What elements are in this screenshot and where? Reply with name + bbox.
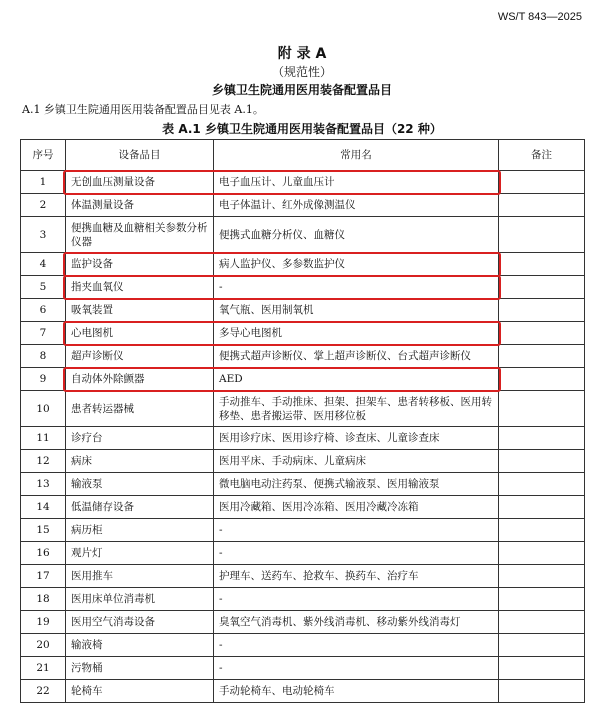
row-number: 5	[21, 276, 66, 299]
table-row	[21, 542, 585, 565]
table-row	[21, 368, 585, 391]
row-common-names: 便携式超声诊断仪、掌上超声诊断仪、台式超声诊断仪	[214, 345, 499, 368]
row-number: 3	[21, 217, 66, 253]
table-row	[21, 519, 585, 542]
row-equipment-item: 医用推车	[66, 565, 214, 588]
row-equipment-item: 诊疗台	[66, 427, 214, 450]
row-number: 15	[21, 519, 66, 542]
row-note	[499, 588, 585, 611]
row-number: 11	[21, 427, 66, 450]
table-row	[21, 427, 585, 450]
row-equipment-item: 无创血压测量设备	[66, 171, 214, 194]
row-equipment-item: 便携血糖及血糖相关参数分析仪器	[66, 217, 214, 253]
row-equipment-item: 污物桶	[66, 657, 214, 680]
row-note	[499, 519, 585, 542]
table-row	[21, 565, 585, 588]
equipment-table	[20, 139, 585, 703]
row-equipment-item: 指夹血氧仪	[66, 276, 214, 299]
annex-title: 附 录 A	[277, 46, 327, 62]
row-number: 9	[21, 368, 66, 391]
table-row	[21, 217, 585, 253]
row-number: 13	[21, 473, 66, 496]
row-equipment-item: 心电图机	[66, 322, 214, 345]
header-item: 设备品目	[66, 140, 214, 171]
row-number: 4	[21, 253, 66, 276]
row-note	[499, 322, 585, 345]
table-header-row	[21, 140, 585, 171]
row-common-names: 医用诊疗床、医用诊疗椅、诊查床、儿童诊查床	[214, 427, 499, 450]
table-row	[21, 322, 585, 345]
annex-paragraph: A.1 乡镇卫生院通用医用装备配置品目见表 A.1。	[22, 103, 264, 116]
table-row	[21, 276, 585, 299]
row-number: 16	[21, 542, 66, 565]
table-row	[21, 299, 585, 322]
row-equipment-item: 输液泵	[66, 473, 214, 496]
row-common-names: -	[214, 276, 499, 299]
table-caption: 表 A.1 乡镇卫生院通用医用装备配置品目（22 种）	[162, 122, 442, 136]
row-number: 6	[21, 299, 66, 322]
annex-subtitle: （规范性）	[271, 65, 332, 79]
table-row	[21, 194, 585, 217]
row-common-names: -	[214, 588, 499, 611]
row-common-names: 臭氧空气消毒机、紫外线消毒机、移动紫外线消毒灯	[214, 611, 499, 634]
table-row	[21, 391, 585, 427]
row-common-names: 病人监护仪、多参数监护仪	[214, 253, 499, 276]
row-equipment-item: 自动体外除颤器	[66, 368, 214, 391]
row-common-names: 医用冷藏箱、医用冷冻箱、医用冷藏冷冻箱	[214, 496, 499, 519]
row-number: 1	[21, 171, 66, 194]
row-equipment-item: 监护设备	[66, 253, 214, 276]
row-note	[499, 368, 585, 391]
row-common-names: 医用平床、手动病床、儿童病床	[214, 450, 499, 473]
table-row	[21, 611, 585, 634]
row-common-names: 氧气瓶、医用制氧机	[214, 299, 499, 322]
row-number: 22	[21, 680, 66, 703]
row-note	[499, 217, 585, 253]
row-common-names: -	[214, 519, 499, 542]
table-row	[21, 680, 585, 703]
row-note	[499, 657, 585, 680]
row-number: 2	[21, 194, 66, 217]
row-note	[499, 450, 585, 473]
row-equipment-item: 输液椅	[66, 634, 214, 657]
row-number: 7	[21, 322, 66, 345]
row-common-names: -	[214, 634, 499, 657]
row-note	[499, 680, 585, 703]
row-note	[499, 427, 585, 450]
row-note	[499, 634, 585, 657]
row-common-names: 手动推车、手动推床、担架、担架车、患者转移板、医用转移垫、患者搬运带、医用移位板	[214, 391, 499, 427]
row-common-names: 多导心电图机	[214, 322, 499, 345]
row-equipment-item: 患者转运器械	[66, 391, 214, 427]
row-number: 12	[21, 450, 66, 473]
table-row	[21, 634, 585, 657]
row-note	[499, 611, 585, 634]
row-common-names: 电子血压计、儿童血压计	[214, 171, 499, 194]
table-row	[21, 345, 585, 368]
row-equipment-item: 低温储存设备	[66, 496, 214, 519]
row-number: 10	[21, 391, 66, 427]
row-note	[499, 194, 585, 217]
table-row	[21, 473, 585, 496]
row-note	[499, 565, 585, 588]
row-common-names: 电子体温计、红外成像测温仪	[214, 194, 499, 217]
row-number: 20	[21, 634, 66, 657]
table-row	[21, 657, 585, 680]
table-row	[21, 171, 585, 194]
header-no: 序号	[21, 140, 66, 171]
row-note	[499, 345, 585, 368]
row-equipment-item: 超声诊断仪	[66, 345, 214, 368]
header-common-names: 常用名	[214, 140, 499, 171]
row-note	[499, 496, 585, 519]
row-common-names: 护理车、送药车、抢救车、换药车、治疗车	[214, 565, 499, 588]
row-common-names: 手动轮椅车、电动轮椅车	[214, 680, 499, 703]
row-note	[499, 171, 585, 194]
row-number: 21	[21, 657, 66, 680]
row-number: 18	[21, 588, 66, 611]
table-row	[21, 253, 585, 276]
row-note	[499, 299, 585, 322]
row-common-names: AED	[214, 368, 499, 391]
row-common-names: 微电脑电动注药泵、便携式输液泵、医用输液泵	[214, 473, 499, 496]
row-equipment-item: 轮椅车	[66, 680, 214, 703]
row-equipment-item: 医用床单位消毒机	[66, 588, 214, 611]
row-number: 8	[21, 345, 66, 368]
table-row	[21, 496, 585, 519]
standard-number: WS/T 843—2025	[497, 11, 582, 23]
row-equipment-item: 医用空气消毒设备	[66, 611, 214, 634]
row-equipment-item: 病床	[66, 450, 214, 473]
row-note	[499, 542, 585, 565]
row-note	[499, 276, 585, 299]
row-equipment-item: 观片灯	[66, 542, 214, 565]
row-note	[499, 391, 585, 427]
row-common-names: -	[214, 542, 499, 565]
row-note	[499, 253, 585, 276]
row-equipment-item: 病历柜	[66, 519, 214, 542]
annex-heading: 乡镇卫生院通用医用装备配置品目	[211, 83, 392, 97]
row-common-names: -	[214, 657, 499, 680]
table-row	[21, 450, 585, 473]
row-number: 17	[21, 565, 66, 588]
row-number: 14	[21, 496, 66, 519]
table-row	[21, 588, 585, 611]
row-equipment-item: 吸氧装置	[66, 299, 214, 322]
row-equipment-item: 体温测量设备	[66, 194, 214, 217]
row-number: 19	[21, 611, 66, 634]
header-note: 备注	[499, 140, 585, 171]
row-common-names: 便携式血糖分析仪、血糖仪	[214, 217, 499, 253]
row-note	[499, 473, 585, 496]
